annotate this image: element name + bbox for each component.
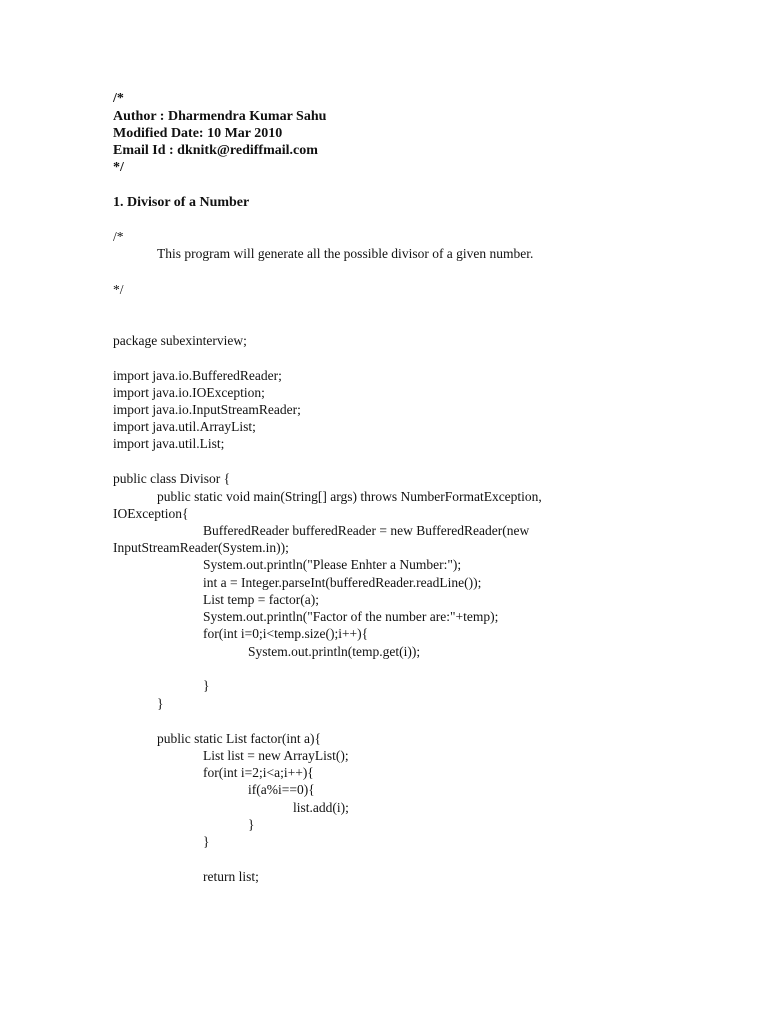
factor-signature: public static List factor(int a){ [157, 731, 321, 746]
prompt-statement: System.out.println("Please Enhter a Number:"); [203, 557, 462, 572]
author-line: Author : Dharmendra Kumar Sahu [113, 109, 327, 124]
description-comment-close: */ [113, 282, 124, 297]
temp-statement: List temp = factor(a); [203, 592, 319, 607]
main-signature: public static void main(String[] args) throws NumberFormatException, [157, 489, 542, 504]
for2-close: } [203, 834, 210, 849]
reader-declaration: BufferedReader bufferedReader = new BufferedReader(new [203, 523, 530, 538]
reader-declaration-cont: InputStreamReader(System.in)); [113, 540, 289, 555]
main-close: } [157, 696, 164, 711]
description-comment-open: /* [113, 229, 124, 244]
if-statement: if(a%i==0){ [248, 782, 315, 797]
import-line: import java.io.IOException; [113, 385, 265, 400]
print-factor-statement: System.out.println("Factor of the number are:"+temp); [203, 609, 499, 624]
list-add-statement: list.add(i); [293, 800, 349, 815]
return-statement: return list; [203, 869, 259, 884]
header-comment-open: /* [113, 91, 124, 106]
import-line: import java.util.ArrayList; [113, 419, 256, 434]
modified-date-line: Modified Date: 10 Mar 2010 [113, 126, 283, 141]
print-item-statement: System.out.println(temp.get(i)); [248, 644, 421, 659]
for-loop-close: } [203, 678, 210, 693]
parse-statement: int a = Integer.parseInt(bufferedReader.readLine()); [203, 575, 482, 590]
main-signature-cont: IOException{ [113, 506, 189, 521]
package-line: package subexinterview; [113, 333, 247, 348]
header-comment-close: */ [113, 160, 124, 175]
email-line: Email Id : dknitk@rediffmail.com [113, 143, 318, 158]
list-declaration: List list = new ArrayList(); [203, 748, 349, 763]
class-declaration: public class Divisor { [113, 471, 231, 486]
if-close: } [248, 817, 255, 832]
import-line: import java.io.InputStreamReader; [113, 402, 301, 417]
import-line: import java.io.BufferedReader; [113, 368, 282, 383]
section-title: 1. Divisor of a Number [113, 195, 250, 210]
for2-header: for(int i=2;i<a;i++){ [203, 765, 314, 780]
import-line: import java.util.List; [113, 436, 225, 451]
for-loop-header: for(int i=0;i<temp.size();i++){ [203, 626, 369, 641]
description-text: This program will generate all the possible divisor of a given number. [157, 246, 534, 261]
